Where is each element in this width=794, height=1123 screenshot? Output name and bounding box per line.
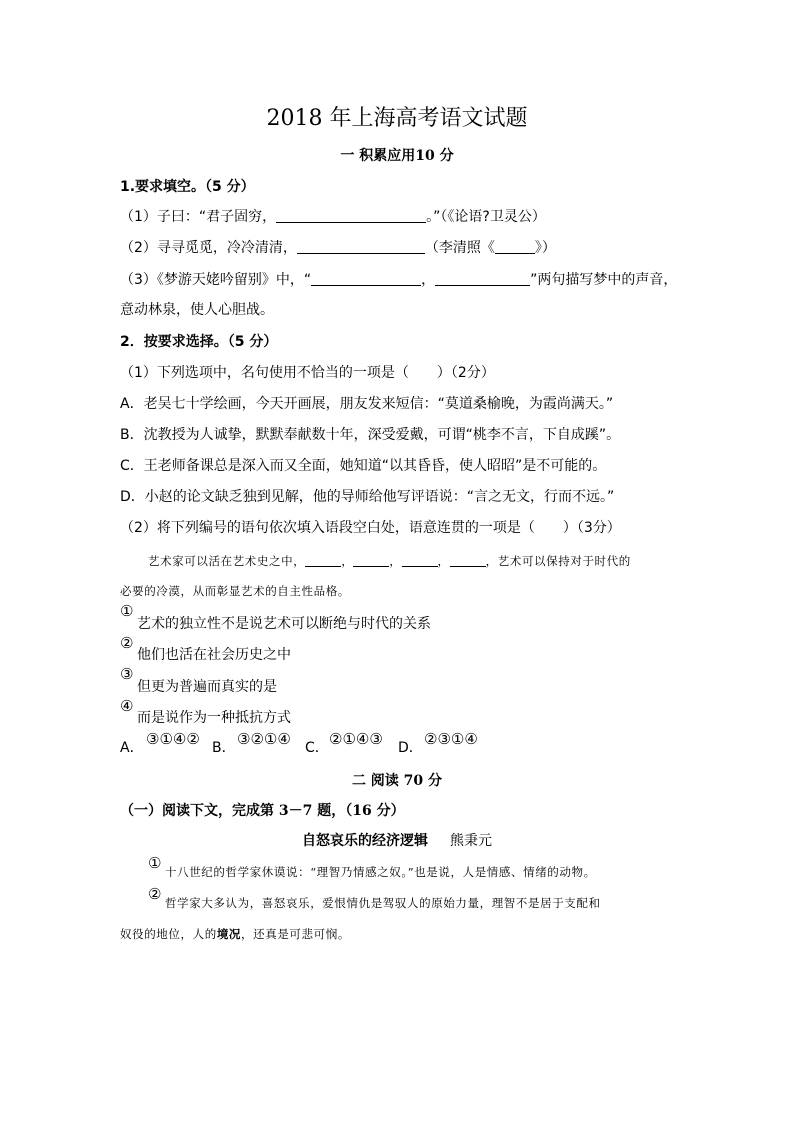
passage-comma: ， (389, 554, 402, 568)
sentence-2-number: ② (120, 634, 134, 652)
item-2-suffix: 》） (534, 240, 556, 256)
paragraph-2-number: ② (148, 885, 162, 903)
option-d: D．小赵的论文缺乏独到见解，他的导师给他写评语说：“言之无文，行而不远。” (120, 489, 615, 505)
choice-c-sequence: ②①④③ (329, 730, 383, 748)
option-a: A．老吴七十学绘画，今天开画展，朋友发来短信：“莫道桑榆晚，为霞尚满天。” (120, 396, 614, 412)
paragraph-2-cont-c: ，还真是可悲可悯。 (241, 927, 350, 941)
sentence-4-number: ④ (120, 697, 134, 715)
answer-blank (297, 239, 425, 254)
sentence-1-text: 艺术的独立性不是说艺术可以断绝与时代的关系 (137, 616, 431, 632)
question-1-heading: 1.要求填空。（5 分） (120, 179, 255, 195)
item-3-suffix: ”两句描写梦中的声音， (530, 272, 678, 288)
item-1-suffix: 。”（《论语?卫灵公） (426, 209, 546, 225)
answer-blank (495, 239, 535, 254)
sentence-2-text: 他们也活在社会历史之中 (137, 647, 291, 663)
article-author: 熊秉元 (450, 833, 492, 849)
question-1-item-1 (120, 207, 546, 227)
passage-start: 艺术家可以活在艺术史之中， (148, 554, 306, 568)
choice-c-label: C． (305, 740, 329, 756)
sentence-4-text: 而是说作为一种抵抗方式 (137, 710, 291, 726)
exam-title: 2018 年上海高考语文试题 (266, 106, 528, 131)
answer-blank (435, 271, 530, 286)
option-b: B．沈教授为人诚挚，默默奉献数十年，深受爱戴，可谓“桃李不言，下自成蹊”。 (120, 427, 621, 443)
paragraph-2-emphasis: 境况 (216, 927, 242, 941)
passage-blank (402, 552, 438, 567)
passage-blank (305, 552, 341, 567)
passage-comma: ， (341, 554, 354, 568)
item-3-middle: ， (421, 272, 436, 288)
choice-b-label: B． (212, 740, 236, 756)
item-2-middle: （李清照《 (424, 240, 495, 256)
sentence-1-number: ① (120, 602, 134, 620)
passage-blank (450, 552, 486, 567)
option-c: C．王老师备课总是深入而又全面，她知道“以其昏昏，使人昭昭”是不可能的。 (120, 458, 607, 474)
choice-a-sequence: ③①④② (146, 730, 200, 748)
answer-blank (311, 271, 421, 286)
answer-blank (276, 208, 426, 223)
question-2-heading: 2．按要求选择。（5 分） (120, 334, 278, 350)
passage-comma: ， (437, 554, 450, 568)
choice-b-sequence: ③②①④ (237, 730, 291, 748)
item-1-prefix: （1）子曰：“君子固穷， (120, 209, 277, 225)
sentence-3-text: 但更为普遍而真实的是 (137, 679, 277, 695)
article-title: 自怒哀乐的经济逻辑 (302, 833, 428, 849)
sentence-3-number: ③ (120, 665, 134, 683)
paragraph-2-cont-a: 奴役的地位，人的 (120, 927, 217, 941)
article-title-line (0, 831, 794, 851)
choice-d-sequence: ②③①④ (424, 730, 478, 748)
section-heading-reading: 二 阅读 70 分 (351, 773, 443, 789)
passage-line-2: 必要的冷漠，从而彰显艺术的自主性品格。 (120, 584, 350, 598)
item-3-prefix: （3）《梦游天姥吟留别》中，“ (120, 272, 312, 288)
choice-a-label: A． (120, 740, 144, 756)
passage-blank (353, 552, 389, 567)
paragraph-2-continuation (120, 924, 350, 944)
question-2-sub-1: （1）下列选项中，名句使用不恰当的一项是（ ）（2分） (120, 365, 495, 381)
passage-end: ，艺术可以保持对于时代的 (485, 554, 631, 568)
paragraph-2-text: 哲学家大多认为，喜怒哀乐，爱恨情仇是驾驭人的原始力量，理智不是居于支配和 (165, 896, 601, 910)
question-2-sub-2: （2）将下列编号的语句依次填入语段空白处，语意连贯的一项是（ ）（3分） (120, 520, 621, 536)
passage-line-1 (148, 551, 631, 571)
question-1-item-3 (120, 270, 677, 290)
reading-1-heading: （一）阅读下文，完成第 3－7 题，（16 分） (120, 803, 405, 819)
choice-d-label: D． (398, 740, 423, 756)
section-heading-accumulation: 一 积累应用10 分 (340, 148, 454, 164)
paragraph-1-number: ① (148, 854, 162, 872)
item-2-prefix: （2）寻寻觅觅，冷冷清清， (120, 240, 297, 256)
question-1-item-2 (120, 238, 556, 258)
paragraph-1-text: 十八世纪的哲学家休谟说：“理智乃情感之奴。”也是说，人是情感、情绪的动物。 (165, 865, 596, 879)
question-1-item-3-continuation: 意动林泉，使人心胆战。 (120, 302, 274, 318)
